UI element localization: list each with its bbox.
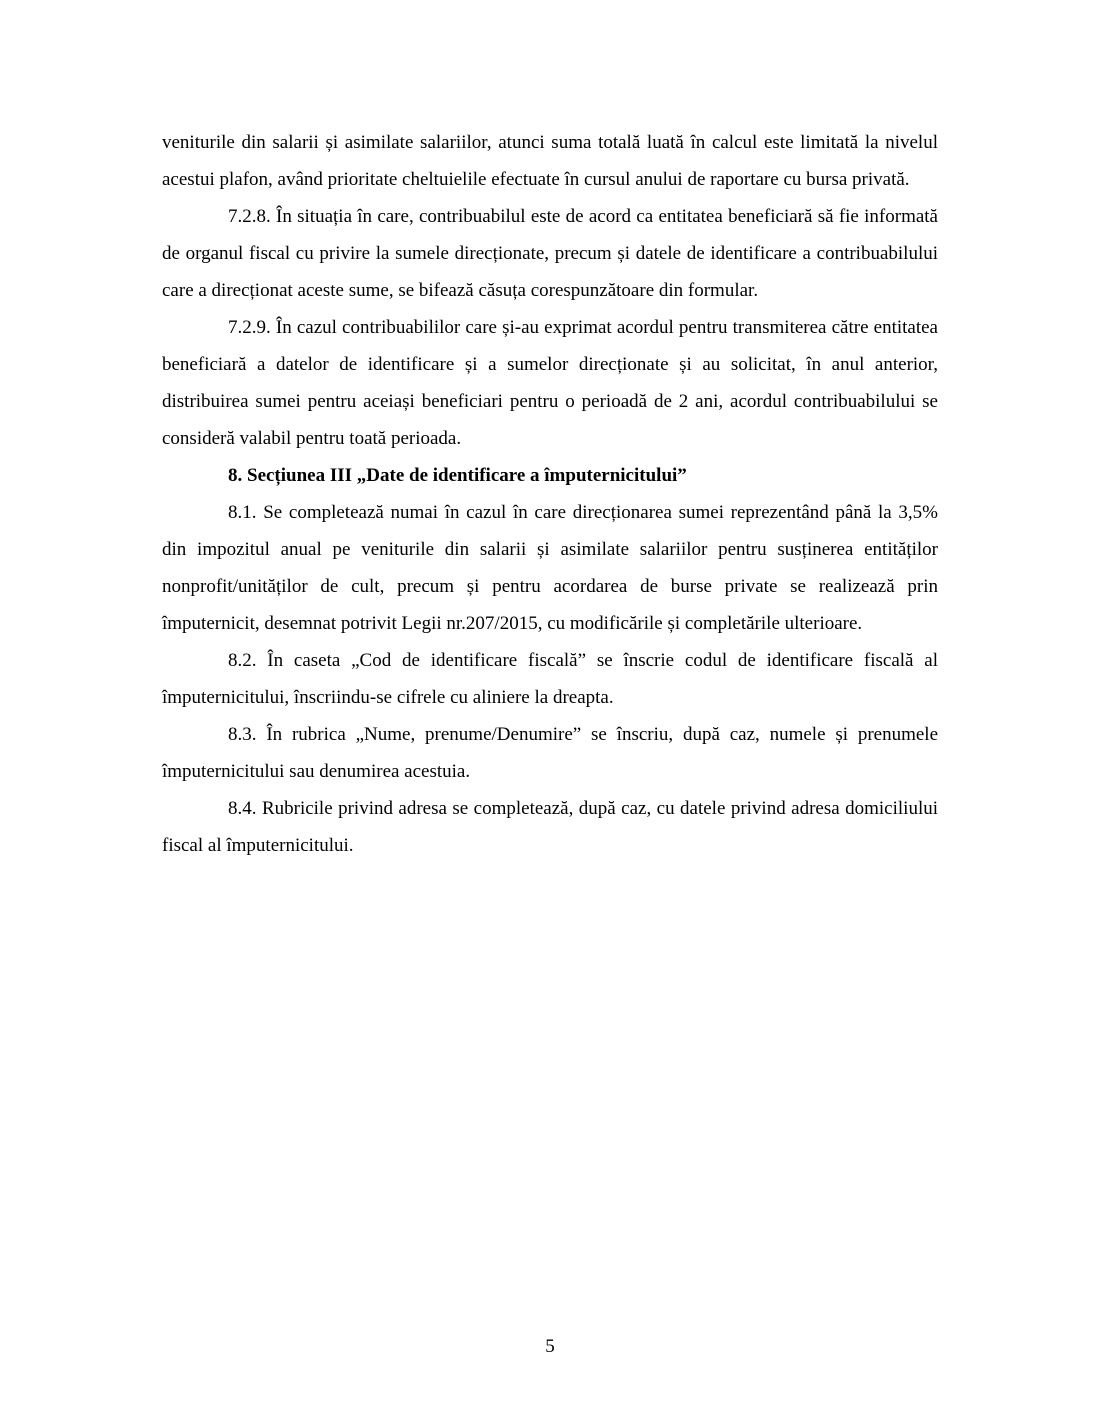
document-page [162,124,938,864]
section-heading-8: 8. Secțiunea III „Date de identificare a împuternicitului” [228,465,687,486]
paragraph-continuation: veniturile din salarii și asimilate salariilor, atunci suma totală luată în calcul este limitată la nivelul acestui plafon, având prioritate cheltuielile efectuate în cursul anului de raportare cu bursa privată. [162,132,938,190]
paragraph-7-2-8: 7.2.8. În situația în care, contribuabilul este de acord ca entitatea beneficiară să fie informată de organul fiscal cu privire la sumele direcționate, precum și datele de identificare a contribuabilului care a direcționat aceste sume, se bifează căsuța corespunzătoare din formular. [162,206,938,301]
paragraph-7-2-9: 7.2.9. În cazul contribuabililor care și-au exprimat acordul pentru transmiterea către entitatea beneficiară a datelor de identificare și a sumelor direcționate și au solicitat, în anul anterior, distribuirea sumei pentru aceiași beneficiari pentru o perioadă de 2 ani, acordul contribuabilului se consideră valabil pentru toată perioada. [162,317,938,449]
paragraph-8-1: 8.1. Se completează numai în cazul în care direcționarea sumei reprezentând până la 3,5% din impozitul anual pe veniturile din salarii și asimilate salariilor pentru susținerea entităților nonprofit/unităților de cult, precum și pentru acordarea de burse private se realizează prin împuternicit, desemnat potrivit Legii nr.207/2015, cu modificările și completările ulterioare. [162,502,938,634]
paragraph-8-2: 8.2. În caseta „Cod de identificare fiscală” se înscrie codul de identificare fiscală al împuternicitului, înscriindu-se cifrele cu aliniere la dreapta. [162,650,938,708]
paragraph-8-4: 8.4. Rubricile privind adresa se completează, după caz, cu datele privind adresa domiciliului fiscal al împuternicitului. [162,798,938,856]
page-number: 5 [545,1336,555,1357]
paragraph-8-3: 8.3. În rubrica „Nume, prenume/Denumire” se înscriu, după caz, numele și prenumele împuternicitului sau denumirea acestuia. [162,724,938,782]
